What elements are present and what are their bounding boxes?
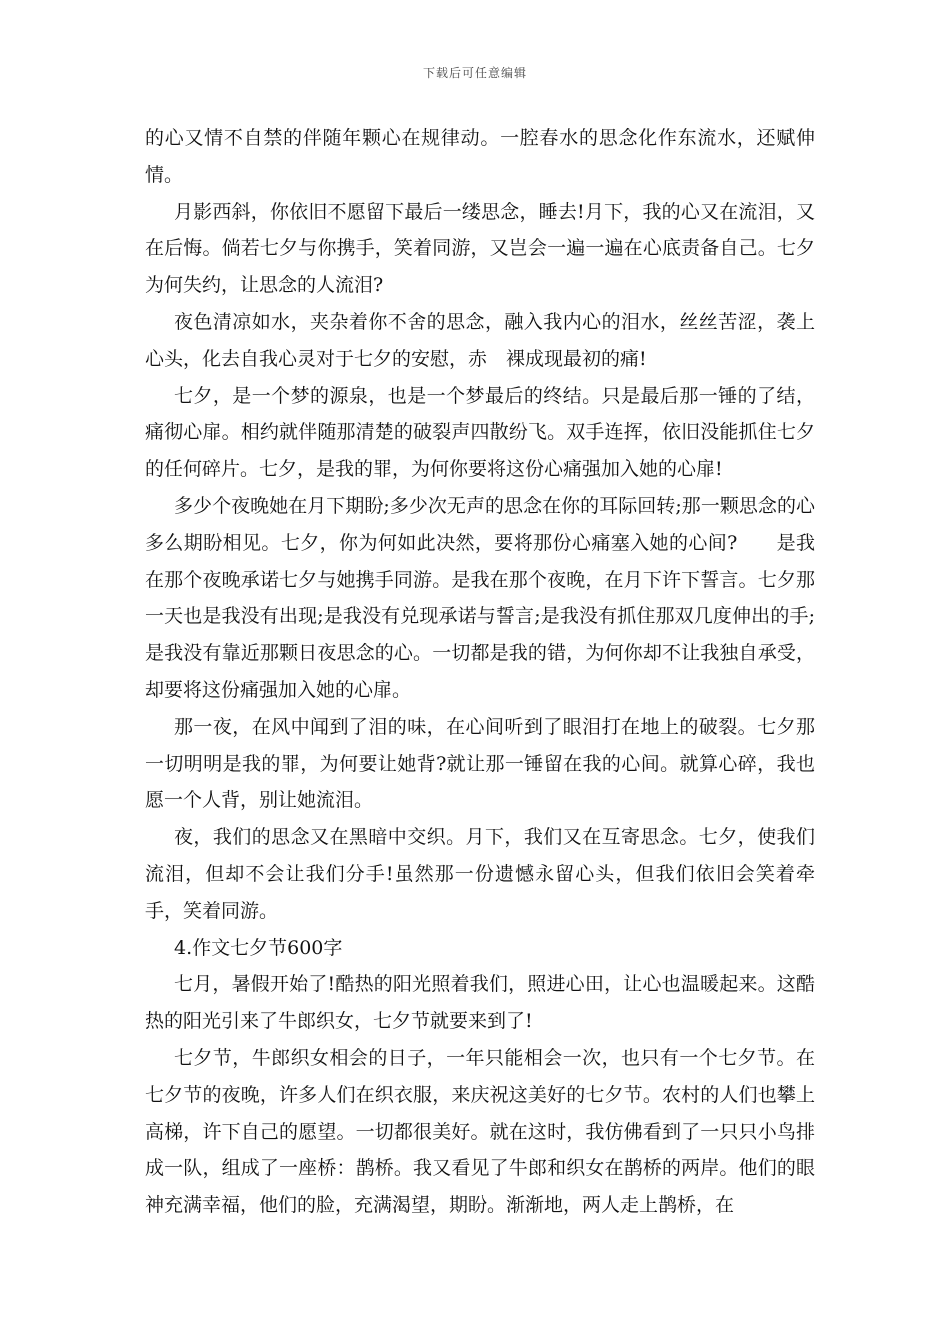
document-body [145,120,815,1224]
section-heading: 4.作文七夕节600字 [174,936,343,959]
paragraph-8: 七月，暑假开始了!酷热的阳光照着我们，照进心田，让心也温暖起来。这酷热的阳光引来了牛郎织女，七夕节就要来到了! [145,973,815,1033]
paragraph-9: 七夕节，牛郎织女相会的日子，一年只能相会一次，也只有一个七夕节。在七夕节的夜晚，许多人们在织衣服，来庆祝这美好的七夕节。农村的人们也攀上高梯，许下自己的愿望。一切都很美好。就在这时，我仿佛看到了一只只小鸟排成一队，组成了一座桥：鹊桥。我又看见了牛郎和织女在鹊桥的两岸。他们的眼神充满幸福，他们的脸，充满渴望，期盼。渐渐地，两人走上鹊桥，在 [145,1046,815,1217]
page-header: 下载后可任意编辑 [422,66,527,80]
paragraph-3: 夜色清凉如水，夹杂着你不舍的思念，融入我内心的泪水，丝丝苦涩，袭上心头，化去自我心灵对于七夕的安慰，赤 裸成现最初的痛! [145,310,815,370]
paragraph-6: 那一夜，在风中闻到了泪的味，在心间听到了眼泪打在地上的破裂。七夕那一切明明是我的罪，为何要让她背?就让那一锤留在我的心间。就算心碎，我也愿一个人背，别让她流泪。 [145,715,815,812]
paragraph-7: 夜，我们的思念又在黑暗中交织。月下，我们又在互寄思念。七夕，使我们流泪，但却不会让我们分手!虽然那一份遗憾永留心头，但我们依旧会笑着牵手，笑着同游。 [145,826,815,922]
paragraph-2: 月影西斜，你依旧不愿留下最后一缕思念，睡去!月下，我的心又在流泪，又在后悔。倘若七夕与你携手，笑着同游，又岂会一遍一遍在心底责备自己。七夕为何失约，让思念的人流泪? [145,200,815,297]
paragraph-1: 的心又情不自禁的伴随年颗心在规律动。一腔春水的思念化作东流水，还赋伸情。 [145,127,815,186]
paragraph-5: 多少个夜晚她在月下期盼;多少次无声的思念在你的耳际回转;那一颗思念的心多么期盼相见。七夕，你为何如此决然，要将那份心痛塞入她的心间? 是我在那个夜晚承诺七夕与她携手同游。是我在那个夜晚，在月下许下誓言。七夕那一天也是我没有出现;是我没有兑现承诺与誓言;是我没有抓住那双几度伸出的手;是我没有靠近那颗日夜思念的心。一切都是我的错，为何你却不让我独自承受，却要将这份痛强加入她的心扉。 [145,494,815,701]
paragraph-4: 七夕，是一个梦的源泉，也是一个梦最后的终结。只是最后那一锤的了结，痛彻心扉。相约就伴随那清楚的破裂声四散纷飞。双手连挥，依旧没能抓住七夕的任何碎片。七夕，是我的罪，为何你要将这份心痛强加入她的心扉! [145,384,815,481]
